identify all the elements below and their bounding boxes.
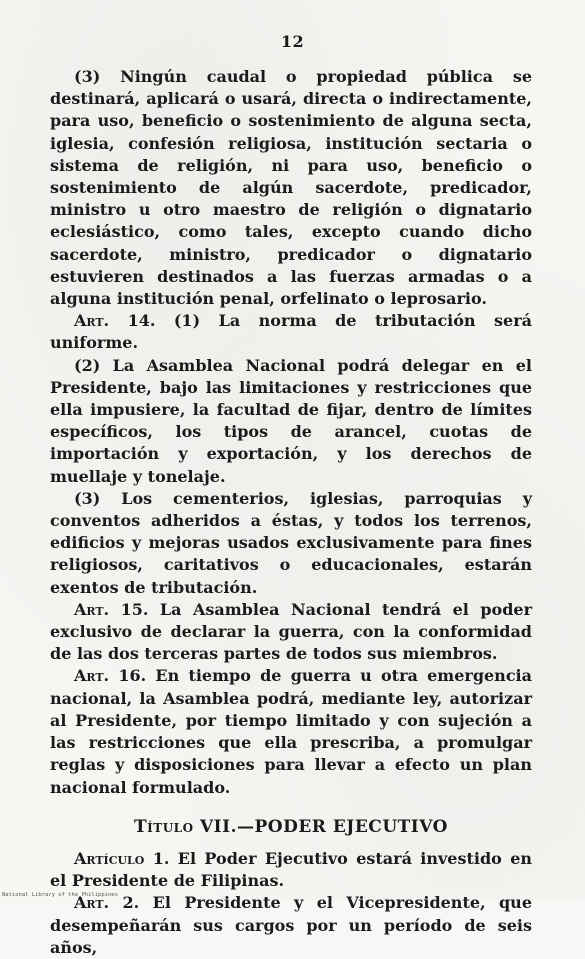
paragraph-art-16: Art. 16. En tiempo de guerra u otra emergencia nacional, la Asamblea podrá, mediante ley, autorizar al Presidente, por tiempo limitado y con sujeción a las restricciones que ella prescriba, a promulgar reglas y disposiciones para llevar a efecto un plan nacional formulado.: [50, 666, 532, 797]
paragraph-art-14-3: (3) Los cementerios, iglesias, parroquias y conventos adheridos a éstas, y todos los terrenos, edificios y mejoras usados exclusivamente para fines religiosos, caritativos o educacionales, estarán exentos de tributación.: [50, 488, 532, 597]
body-text: [50, 66, 532, 959]
paragraph-art-2: Art. 2. El Presidente y el Vicepresidente, que desempeñarán sus cargos por un período de seis años,: [50, 893, 532, 957]
library-footer: National Library of the Philippines: [2, 892, 118, 898]
paragraph-art-15: Art. 15. La Asamblea Nacional tendrá el poder exclusivo de declarar la guerra, con la conformidad de las dos terceras partes de todos sus miembros.: [50, 599, 532, 664]
paragraph-art-14-2: (2) La Asamblea Nacional podrá delegar en el Presidente, bajo las limitaciones y restricciones que ella impusiere, la facultad de fijar, dentro de límites específicos, los tipos de arancel, cuotas de importación y exportación, y los derechos de muellaje y tonelaje.: [50, 355, 532, 486]
page-number: 12: [280, 32, 305, 51]
paragraph-articulo-1: Artículo 1. El Poder Ejecutivo estará investido en el Presidente de Filipinas.: [50, 848, 532, 891]
section-title: Título VII.—PODER EJECUTIVO: [134, 816, 448, 837]
paragraph-art-14-1: Art. 14. (1) La norma de tributación será uniforme.: [50, 311, 532, 353]
paragraph-3-public-funds: (3) Ningún caudal o propiedad pública se destinará, aplicará o usará, directa o indirectamente, para uso, beneficio o sostenimiento de alguna secta, iglesia, confesión religiosa, institución sectaria o sistema de religión, ni para uso, beneficio o sostenimiento de algún sacerdote, predicador, ministro u otro maestro de religión o dignatario eclesiástico, como tales, excepto cuando dicho sacerdote, ministro, predicador o dignatario estuvieren destinados a las fuerzas armadas o a alguna institución penal, orfelinato o leprosario.: [50, 67, 532, 309]
